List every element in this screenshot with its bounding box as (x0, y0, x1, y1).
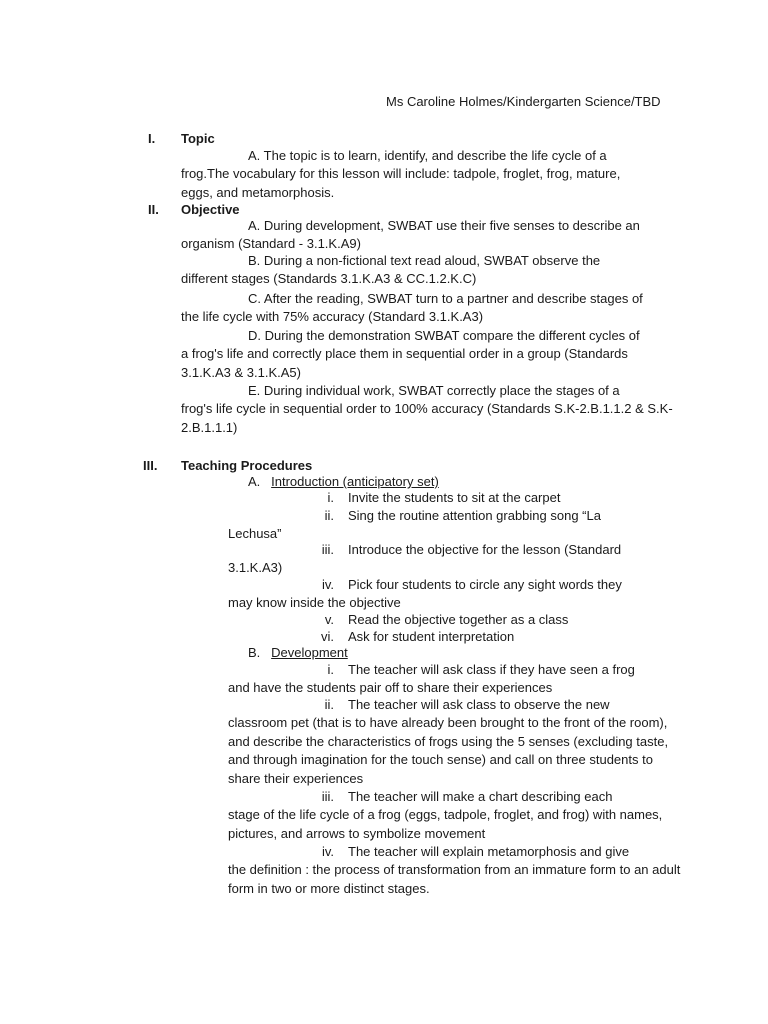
intro-item-2-num: ii. (324, 508, 334, 523)
section-title-objective: Objective (181, 202, 240, 217)
intro-item-5-text: Read the objective together as a class (348, 612, 569, 627)
objective-item-d (181, 327, 671, 382)
dev-item-3-rest: stage of the life cycle of a frog (eggs, tadpole, froglet, and frog) with names, pictures, and arrows to symbolize movement (228, 807, 663, 841)
intro-item-2-rest: Lechusa” (228, 526, 282, 542)
intro-item-1-text: Invite the students to sit at the carpet (348, 490, 561, 505)
objective-item-d-rest: a frog's life and correctly place them in sequential order in a group (Standards 3.1.K.A3 & 3.1.K.A5) (181, 346, 628, 380)
objective-item-a (181, 217, 681, 254)
dev-item-2 (228, 696, 688, 788)
intro-item-4-rest: may know inside the objective (228, 595, 401, 611)
section-numeral-topic: I. (148, 131, 156, 146)
dev-item-4-num: iv. (321, 844, 334, 859)
intro-item-4-num: iv. (321, 577, 334, 592)
dev-item-2-text: The teacher will ask class to observe the new (348, 697, 610, 712)
objective-item-e (181, 382, 681, 437)
objective-item-e-first: E. During individual work, SWBAT correctly place the stages of a (248, 383, 620, 398)
objective-item-e-rest: frog's life cycle in sequential order to 100% accuracy (Standards S.K-2.B.1.1.2 & S.K-2.B.1.1.1) (181, 401, 673, 435)
introduction-label: Introduction (anticipatory set) (271, 474, 439, 489)
section-title-procedures: Teaching Procedures (181, 458, 313, 473)
intro-item-6-num: vi. (321, 629, 334, 644)
subheading-development (248, 644, 348, 662)
section-numeral-objective: II. (148, 202, 159, 217)
topic-item-a-first: A. The topic is to learn, identify, and describe the life cycle of a (248, 148, 607, 163)
document-header: Ms Caroline Holmes/Kindergarten Science/TBD (386, 94, 661, 109)
objective-item-a-rest: organism (Standard - 3.1.K.A9) (181, 236, 361, 252)
introduction-letter: A. (248, 474, 261, 489)
development-label: Development (271, 645, 348, 660)
intro-item-3-rest: 3.1.K.A3) (228, 560, 283, 576)
objective-item-b (181, 252, 681, 289)
intro-item-3-text: Introduce the objective for the lesson (Standard (348, 542, 622, 557)
section-title-topic: Topic (181, 131, 215, 146)
intro-item-3 (228, 541, 688, 578)
dev-item-4-rest: the definition : the process of transformation from an immature form to an adult form in two or more distinct stages. (228, 862, 681, 896)
intro-item-4-text: Pick four students to circle any sight words they (348, 577, 622, 592)
objective-item-c-first: C. After the reading, SWBAT turn to a partner and describe stages of (248, 291, 643, 306)
intro-item-2-text: Sing the routine attention grabbing song “La (348, 508, 601, 523)
objective-item-b-first: B. During a non-fictional text read aloud, SWBAT observe the (248, 253, 601, 268)
intro-item-1 (228, 489, 688, 507)
dev-item-3-text: The teacher will make a chart describing each (348, 789, 613, 804)
dev-item-1-text: The teacher will ask class if they have seen a frog (348, 662, 635, 677)
intro-item-2 (228, 507, 688, 544)
dev-item-4 (228, 843, 688, 898)
intro-item-4 (228, 576, 688, 613)
intro-item-1-num: i. (327, 490, 334, 505)
dev-item-1 (228, 661, 688, 698)
dev-item-1-num: i. (327, 662, 334, 677)
objective-item-d-first: D. During the demonstration SWBAT compare the different cycles of (248, 328, 640, 343)
dev-item-1-rest: and have the students pair off to share their experiences (228, 680, 553, 696)
dev-item-3-num: iii. (321, 789, 334, 804)
topic-item-a-rest: frog.The vocabulary for this lesson will include: tadpole, froglet, frog, mature, eggs, and metamorphosis. (181, 166, 621, 200)
objective-item-c-rest: the life cycle with 75% accuracy (Standard 3.1.K.A3) (181, 309, 484, 325)
dev-item-2-num: ii. (324, 697, 334, 712)
objective-item-a-first: A. During development, SWBAT use their five senses to describe an (248, 218, 640, 233)
objective-item-c (181, 290, 681, 327)
objective-item-b-rest: different stages (Standards 3.1.K.A3 & CC.1.2.K.C) (181, 271, 477, 287)
intro-item-5 (228, 611, 688, 629)
intro-item-6-text: Ask for student interpretation (348, 629, 515, 644)
intro-item-3-num: iii. (321, 542, 334, 557)
dev-item-4-text: The teacher will explain metamorphosis and give (348, 844, 630, 859)
dev-item-3 (228, 788, 688, 843)
development-letter: B. (248, 645, 261, 660)
topic-item-a (181, 147, 651, 202)
section-numeral-procedures: III. (143, 458, 158, 473)
dev-item-2-rest: classroom pet (that is to have already been brought to the front of the room), and describe the characteristics of frogs using the 5 senses (excluding taste, and through imagination for the touch sense) and call on three students to share their experiences (228, 715, 669, 786)
intro-item-5-num: v. (324, 612, 334, 627)
